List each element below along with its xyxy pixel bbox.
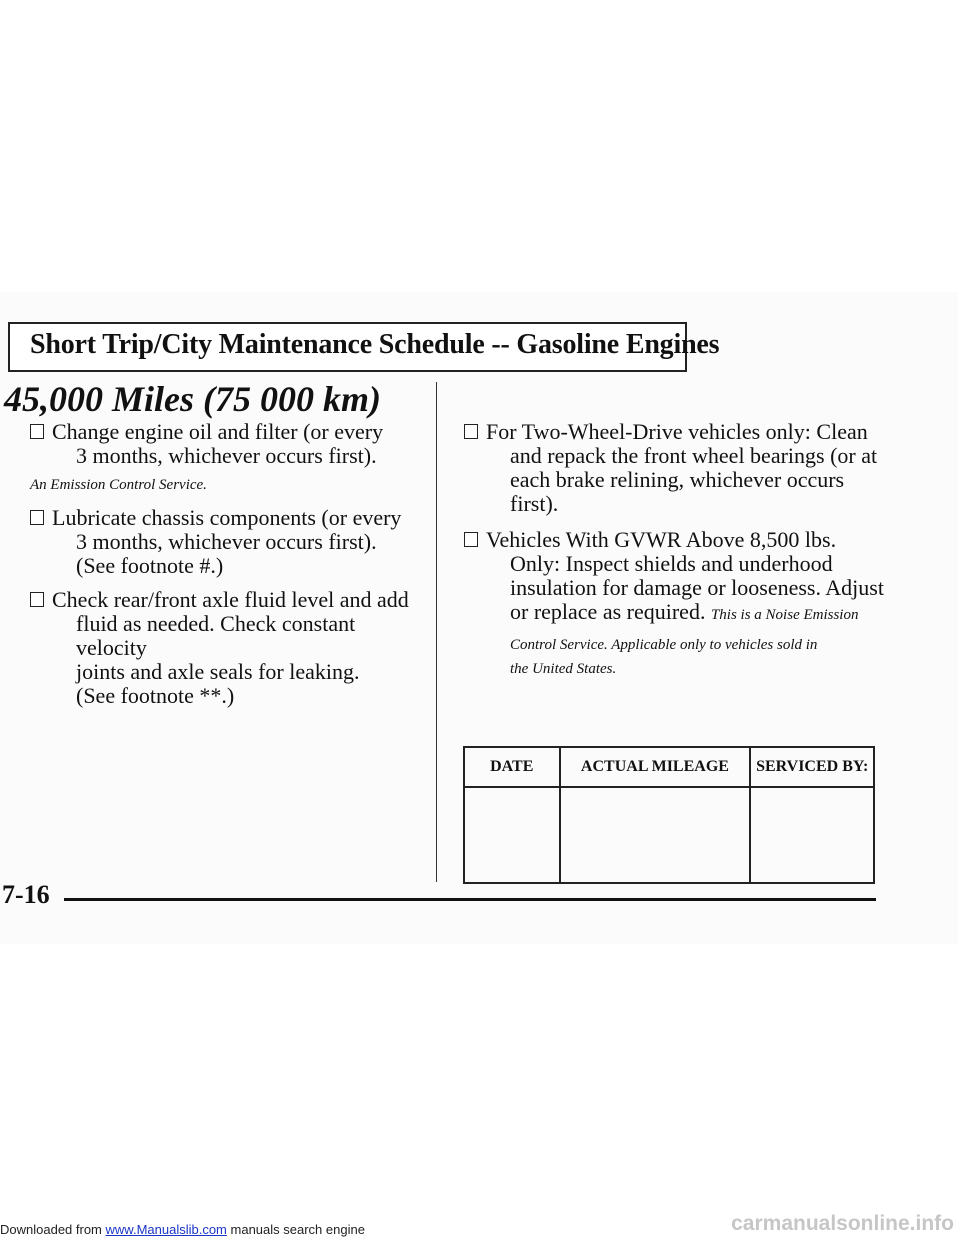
item-text: Lubricate chassis components (or every xyxy=(52,505,402,530)
item-text: Only: Inspect shields and underhood xyxy=(510,551,833,576)
section-title: 45,000 Miles (75 000 km) xyxy=(4,379,381,419)
checklist-item-shields xyxy=(464,528,884,681)
noise-note: This is a Noise Emission xyxy=(710,607,859,623)
left-column xyxy=(30,420,430,708)
checkbox[interactable] xyxy=(30,424,44,439)
date-cell[interactable] xyxy=(464,787,560,883)
service-record-table xyxy=(463,746,875,884)
column-header-serviced-by: SERVICED BY: xyxy=(750,747,874,787)
item-text: (See footnote **.) xyxy=(76,683,235,708)
schedule-header xyxy=(8,322,720,372)
item-text: Change engine oil and filter (or every xyxy=(52,419,384,444)
column-divider xyxy=(436,382,437,882)
checkbox[interactable] xyxy=(30,510,44,525)
item-text: 3 months, whichever occurs first). xyxy=(76,529,377,554)
page-footer-rule xyxy=(64,898,876,901)
serviced-by-cell[interactable] xyxy=(750,787,874,883)
checkbox[interactable] xyxy=(464,532,478,547)
item-text: 3 months, whichever occurs first). xyxy=(76,443,377,468)
checklist-item-lubricate xyxy=(30,506,430,578)
item-text: insulation for damage or looseness. Adjust xyxy=(510,575,884,600)
item-text: joints and axle seals for leaking. xyxy=(76,659,360,684)
item-text: fluid as needed. Check constant velocity xyxy=(76,611,356,660)
column-header-mileage: ACTUAL MILEAGE xyxy=(560,747,751,787)
download-footer xyxy=(0,1222,365,1237)
mileage-cell[interactable] xyxy=(560,787,751,883)
manualslib-link[interactable]: www.Manualslib.com xyxy=(105,1222,227,1237)
table-row xyxy=(464,787,874,883)
checkbox[interactable] xyxy=(464,424,478,439)
schedule-header-title: Short Trip/City Maintenance Schedule -- Gasoline Engines xyxy=(30,329,720,360)
noise-note: the United States. xyxy=(510,661,617,677)
checklist-item-wheel-bearings xyxy=(464,420,884,516)
item-text: or replace as required. xyxy=(510,599,706,624)
footer-suffix: manuals search engine xyxy=(230,1222,365,1237)
item-text: Check rear/front axle fluid level and add xyxy=(52,587,409,612)
item-text: For Two-Wheel-Drive vehicles only: Clean xyxy=(486,419,868,444)
noise-note: Control Service. Applicable only to vehicles sold in xyxy=(510,637,818,653)
item-text: and repack the front wheel bearings (or at xyxy=(510,443,878,468)
checklist-item-oil xyxy=(30,420,430,468)
column-header-date: DATE xyxy=(464,747,560,787)
item-text: each brake relining, whichever occurs first). xyxy=(510,467,845,516)
right-column xyxy=(464,420,884,681)
page-number: 7-16 xyxy=(2,880,50,909)
watermark: carmanualsonline.info xyxy=(731,1212,954,1235)
footer-prefix: Downloaded from xyxy=(0,1222,102,1237)
item-text: (See footnote #.) xyxy=(76,553,224,578)
item-text: Vehicles With GVWR Above 8,500 lbs. xyxy=(486,527,837,552)
emission-note: An Emission Control Service. xyxy=(30,477,207,493)
checklist-item-axle xyxy=(30,588,430,708)
checkbox[interactable] xyxy=(30,592,44,607)
